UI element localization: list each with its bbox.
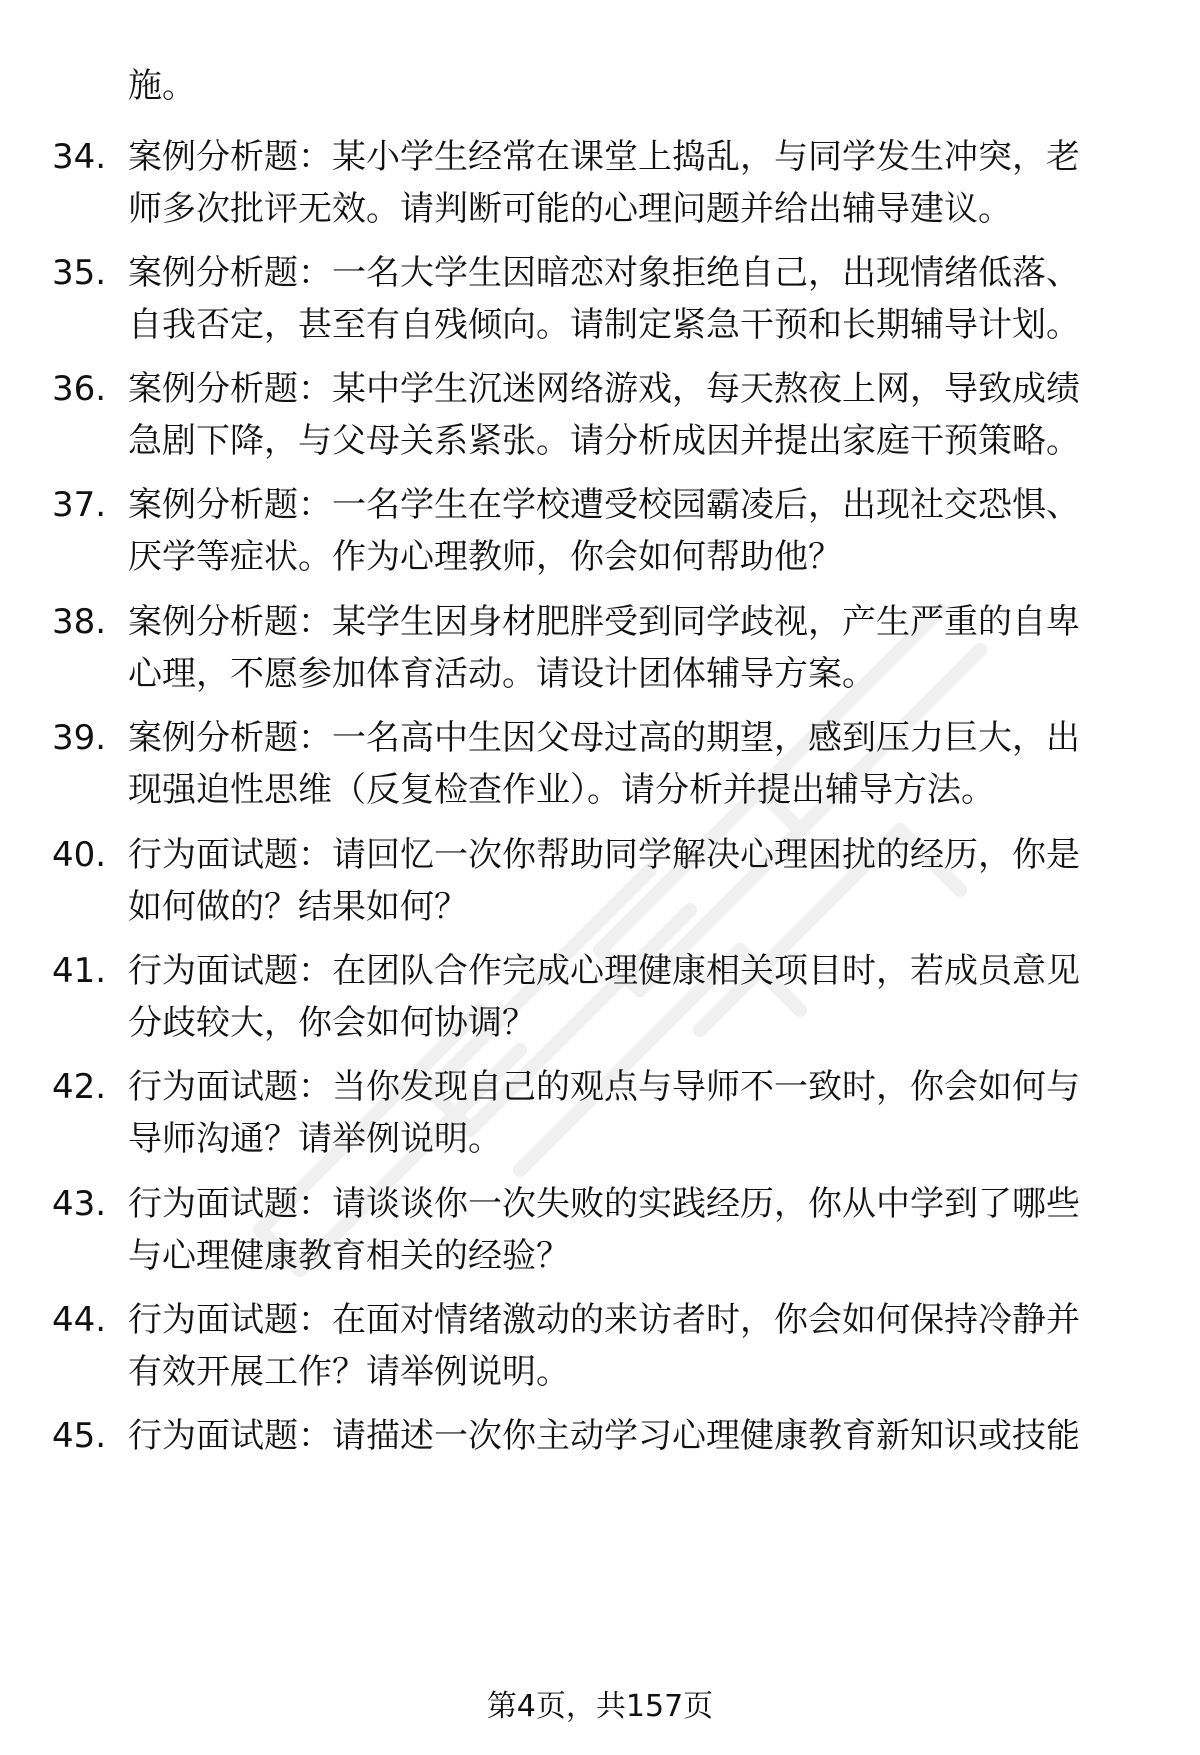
question-number: 35. [52,253,107,293]
question-line: 自我否定，甚至有自残倾向。请制定紧急干预和长期辅导计划。 [128,305,1080,345]
question-text [128,363,1138,467]
question-text [128,479,1138,583]
question-number: 45. [52,1416,107,1456]
question-line: 行为面试题：请回忆一次你帮助同学解决心理困扰的经历，你是 [128,835,1080,875]
question-text [128,1178,1138,1282]
question-line: 与心理健康教育相关的经验？ [128,1236,570,1276]
question-text [128,945,1138,1049]
question-number: 36. [52,369,107,409]
question-line: 如何做的？结果如何？ [128,887,468,927]
question-number: 39. [52,718,107,758]
question-line: 案例分析题：某小学生经常在课堂上捣乱，与同学发生冲突，老 [128,137,1080,177]
question-text [128,712,1138,816]
question-line: 分歧较大，你会如何协调？ [128,1003,536,1043]
question-line: 有效开展工作？请举例说明。 [128,1352,570,1392]
question-line: 行为面试题：当你发现自己的观点与导师不一致时，你会如何与 [128,1067,1080,1107]
question-line: 厌学等症状。作为心理教师，你会如何帮助他？ [128,537,842,577]
question-line: 案例分析题：某中学生沉迷网络游戏，每天熬夜上网，导致成绩 [128,369,1080,409]
continuation-text: 施。 [128,66,196,106]
question-line: 行为面试题：在面对情绪激动的来访者时，你会如何保持冷静并 [128,1300,1080,1340]
question-line: 案例分析题：一名高中生因父母过高的期望，感到压力巨大，出 [128,718,1080,758]
question-text [128,131,1138,235]
question-line: 案例分析题：某学生因身材肥胖受到同学歧视，产生严重的自卑 [128,602,1080,642]
question-number: 41. [52,951,107,991]
question-line: 行为面试题：请描述一次你主动学习心理健康教育新知识或技能 [128,1416,1080,1456]
question-text [128,1061,1138,1165]
question-number: 42. [52,1067,107,1107]
question-text [128,1410,1138,1462]
question-number: 38. [52,602,107,642]
question-text [128,829,1138,933]
question-line: 案例分析题：一名大学生因暗恋对象拒绝自己，出现情绪低落、 [128,253,1080,293]
question-number: 40. [52,835,107,875]
question-line: 导师沟通？请举例说明。 [128,1119,502,1159]
question-line: 心理，不愿参加体育活动。请设计团体辅导方案。 [128,654,876,694]
question-line: 师多次批评无效。请判断可能的心理问题并给出辅导建议。 [128,189,1012,229]
question-line: 案例分析题：一名学生在学校遭受校园霸凌后，出现社交恐惧、 [128,485,1080,525]
question-number: 44. [52,1300,107,1340]
question-number: 34. [52,137,107,177]
question-line: 现强迫性思维（反复检查作业）。请分析并提出辅导方法。 [128,770,995,810]
question-number: 43. [52,1184,107,1224]
question-number: 37. [52,485,107,525]
question-text [128,1294,1138,1398]
question-line: 急剧下降，与父母关系紧张。请分析成因并提出家庭干预策略。 [128,421,1080,461]
question-text [128,596,1138,700]
question-line: 行为面试题：请谈谈你一次失败的实践经历，你从中学到了哪些 [128,1184,1080,1224]
question-text [128,247,1138,351]
question-line: 行为面试题：在团队合作完成心理健康相关项目时，若成员意见 [128,951,1080,991]
page-number-footer: 第4页，共157页 [486,1689,714,1724]
